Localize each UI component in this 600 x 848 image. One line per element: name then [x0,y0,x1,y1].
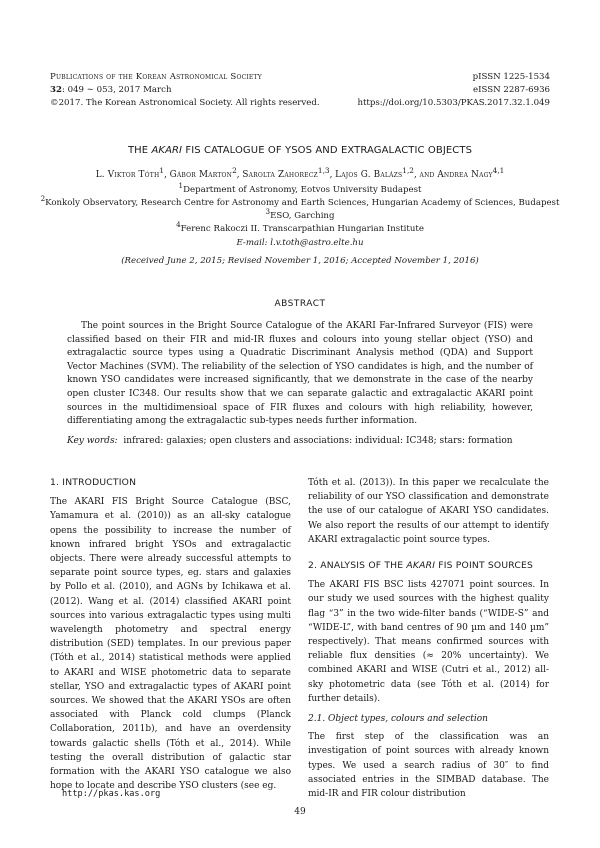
title-pre: THE [127,145,152,156]
subsection-2-1-heading: 2.1. Object types, colours and selection [308,714,488,725]
left-column [50,476,291,793]
author-3: Sarolta Zahorecz [242,169,318,180]
section-2-heading-italic: AKARI [406,560,436,572]
pissn: pISSN 1225-1534 [472,72,550,82]
affiliation-3-text: ESO, Garching [270,210,335,221]
contact-email[interactable]: E-mail: l.v.toth@astro.elte.hu [236,238,364,248]
title-italic: AKARI [151,145,183,156]
affiliation-1 [30,181,570,195]
author-1: L. Viktor Tóth [95,169,160,180]
affiliation-2-text: Konkoly Observatory, Research Centre for Astronomy and Earth Sciences, Hungarian Academy of Sciences, Budapest [45,197,560,208]
affiliation-1-sup: 1 [178,181,184,190]
copyright-line: ©2017. The Korean Astronomical Society. All rights reserved. [50,98,320,109]
journal-header-left [50,71,320,111]
author-5-sup: 4,1 [492,166,505,175]
author-1-sup: 1 [159,166,165,175]
abstract-heading: ABSTRACT [274,299,326,309]
eissn: eISSN 2287-6936 [473,85,550,96]
author-4-sup: 1,2 [402,166,414,175]
affiliation-3 [30,207,570,221]
affiliation-4 [30,220,570,234]
affiliation-2-sup: 2 [40,194,46,203]
page-number: 49 [294,807,306,817]
section-2-heading [308,559,549,573]
author-2: Gábor Marton [169,169,233,180]
journal-header-right [357,71,550,111]
volume-number: 32 [50,85,62,96]
keywords-label: Key words: [67,436,118,446]
footnote-url[interactable]: http://pkas.kas.org [62,789,161,799]
section-2-heading-pre: 2. ANALYSIS OF THE [308,560,407,572]
doi-link[interactable]: https://doi.org/10.5303/PKAS.2017.32.1.049 [357,98,550,109]
keywords [67,436,533,446]
received-dates: (Received June 2, 2015; Revised November 1, 2016; Accepted November 1, 2016) [121,256,479,266]
journal-name: Publications of the Korean Astronomical Society [50,72,262,82]
subsection-2-1-text: The first step of the classification was an investigation of point sources with already known types. We used a search radius of 30″ to find associated entries in the SIMBAD database. The mid-IR and FIR colour distribution [308,732,549,800]
affiliation-1-text: Department of Astronomy, Eotvos University Budapest [183,184,422,195]
section-2-text: The AKARI FIS BSC lists 427071 point sources. In our study we used sources with the highest quality flag “3” in the two wide-filter bands (“WIDE-S” and “WIDE-L”, with band centres of 90 µm and 140 µm” respectively). That means confirmed sources with reliable flux densities (≈ 20% uncertainty). We combined AKARI and WISE (Cutri et al., 2012) all-sky photometric data (see Tóth et al. (2014) for further details). [308,580,549,704]
section-1-text: The AKARI FIS Bright Source Catalogue (BSC, Yamamura et al. (2010)) as an all-sky catalogue opens the possibility to increase the number of known infrared bright YSOs and extragalactic objects. There were already successful attempts to separate point source types, eg. stars and galaxies by Pollo et al. (2010), and AGNs by Ichikawa et al. (2012). Wang et al. (2014) classified AKARI point sources into various extragalactic types using multi wavelength photometry and spectral energy distribution (SED) templates. In our previous paper (Tóth et al., 2014) statistical methods were applied to AKARI and WISE photometric data to separate stellar, YSO and extragalactic types of AKARI point sources. We showed that the AKARI YSOs are often associated with Planck cold clumps (Planck Collaboration, 2011b), and have an overdensity towards galactic shells (Tóth et al., 2014). While testing the overall distribution of galactic star formation with the AKARI YSO catalogue we also hope to locate and describe YSO clusters (see eg. [50,497,291,792]
abstract-body: The point sources in the Bright Source Catalogue of the AKARI Far-Infrared Surveyor (FIS) were classified based on their FIR and mid-IR fluxes and colours into young stellar object (YSO) and extragalactic source types using a Quadratic Discriminant Analysis method (QDA) and Support Vector Machines (SVM). The reliability of the selection of YSO candidates is high, and the number of known YSO candidates were increased significantly, that we demonstrate in the case of the nearby open cluster IC348. Our results show that we can separate galactic and extragalactic AKARI point sources in the multidimensioal space of FIR fluxes and colours with high reliability, however, differentiating among the extragalactic sub-types needs further information. [67,321,533,427]
spacer [308,547,549,559]
affiliation-4-text: Ferenc Rakoczi II. Transcarpathian Hungarian Institute [180,223,424,234]
author-2-sup: 2 [232,166,237,175]
author-5: Andrea Nagy [437,169,493,180]
affiliation-3-sup: 3 [265,207,271,216]
volume-pages: : 049 ∼ 053, 2017 March [61,85,172,96]
author-and: and [419,169,435,180]
right-column [308,476,549,801]
volume-line [50,84,320,97]
affiliation-4-sup: 4 [176,220,181,229]
title-post: FIS CATALOGUE OF YSOS AND EXTRAGALACTIC OBJECTS [182,145,473,156]
author-3-sup: 1,3 [317,166,330,175]
section-1-continued: Tóth et al. (2013)). In this paper we recalculate the reliability of our YSO classification and demonstrate the use of our catalogue of AKARI YSO candidates. We also report the results of our attempt to identify AKARI extragalactic point source types. [308,478,549,545]
section-1-heading: 1. INTRODUCTION [50,477,137,488]
author-list: L. Viktor Tóth$^1$, Gábor Marton$^2$, Sarolta Zahorecz$^{1,3}$, Lajos G. Balázs$^{1,2}$, and Andrea Nagy$^{4,1}$ [95,166,505,180]
section-2-heading-post: FIS POINT SOURCES [435,560,534,572]
author-4: Lajos G. Balázs [335,169,403,180]
paper-title [50,145,550,156]
affiliation-2 [30,194,570,208]
keywords-text: infrared: galaxies; open clusters and associations: individual: IC348; stars: formation [123,436,513,446]
